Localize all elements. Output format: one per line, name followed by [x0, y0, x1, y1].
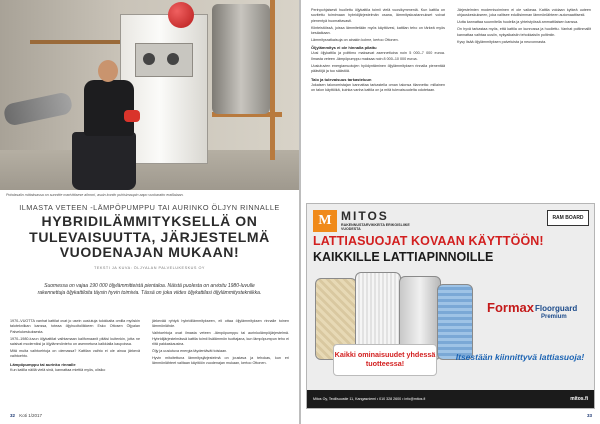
- body-column-3: [311, 8, 445, 180]
- page-number: 32: [10, 413, 16, 418]
- body-column-4: [457, 8, 591, 180]
- left-page: [0, 0, 299, 424]
- mitos-advertisement[interactable]: [306, 203, 595, 409]
- body-paragraph: On hyvä tarkastaa myös, että kattila on kunnossa ja huollettu. Vanhat poltinmallit kannattaa vaihtaa uusiin, nykyaikaisiin tehokkaisiin poltimiin.: [457, 27, 591, 37]
- ad-headline-1: LATTIASUOJAT KOVAAN KÄYTTÖÖN!: [313, 234, 544, 248]
- body-paragraph: Uusiutuvien energiamuotojen hyödyntäminen öljylämmityksen rinnalla pienentää päästöjä ja tuo säästöä.: [311, 63, 445, 74]
- body-paragraph: Vaihtoehtoja ovat ilmasta veteen -lämpöpumppu tai aurinkolämpöjärjestelmä. Hybridijärjestelmässä kattila toimii lisälämmön tuottajana, kun lämpöpumpun teho ei riitä pakkaskausina.: [152, 331, 289, 347]
- magazine-name: Koti 1/2017: [19, 413, 43, 418]
- formax-label: Formax: [487, 300, 534, 315]
- article-headline: HYBRIDILÄMMITYKSELLÄ ON TULEVAISUUTTA, JÄRJESTELMÄ VUODENAJAN MUKAAN!: [29, 213, 270, 260]
- left-folio: [10, 413, 42, 418]
- body-paragraph: Uutta kannattaa suunnitella huolella ja yhteistyössä ammattilaisen kanssa.: [457, 20, 579, 25]
- right-page: [301, 0, 600, 424]
- body-column-2: [152, 319, 289, 411]
- body-paragraph: 1970–VUOTTA vanhat kattilat ovat jo usein uusiutuja tulokkaita omilla myöskin talotekniikan kanssa, toteaa öljyhuoltoliikkeen Esko Ottosen Öljyalan Palvelukeskuksesta.: [10, 319, 140, 334]
- ad-feature-bubble: Kaikki ominaisuudet yhdessä tuotteessa!: [333, 344, 437, 376]
- section-heading: Öljylämmitys ei ole hinnalla pilattu: [311, 45, 377, 51]
- technician-figure: [58, 60, 150, 190]
- body-paragraph: 1970–1980-luvun öljykattilat vaihtamaan kalifornaanit pitäisi kuitenkin, jotta ne saisivat moderniksi ja öljylämmönteho on asennetuna kaikkialla kaupoissa.: [10, 336, 140, 347]
- body-paragraph: Kiinteistöissä, joissa lämmitetään myös käyttövesi, kattilan teho on tärkeä myös kesäaikaan.: [311, 25, 445, 36]
- body-paragraph: Kysy lisää öljylämmityksen palveluista ja neuvonnasta.: [457, 39, 547, 44]
- body-paragraph: Kun katilla näillä vielä sinä, kannattaa miettiä myös, olisiko: [10, 367, 106, 372]
- section-heading: Talo ja tulevaisuus tarkasteluun: [311, 76, 372, 82]
- body-paragraph: Mitä muita vaihtoehtoja on olemassa? Kattilan vaihto ei ole ainoa järkevä vaihtoehto.: [10, 349, 140, 359]
- body-paragraph: Hyvin mitoitettuna lämmitysjärjestelmä on joustava ja tehokas, kun eri lämmönlähteet valitaan käyttöön vuodenajan mukaan, kertoo Ottonen.: [152, 355, 289, 366]
- body-paragraph: Perinpohjaisesti huollettu öljykattila toimii vielä vuosikymmeniä. Kun kattila on sovitettu toimimaan hybridijärjestelmän osana, lämmityskustannukset voivat pienentyä huomattavasti.: [311, 8, 445, 23]
- photo-caption: Pohdasalin mittaksassa on sunnitte marivittisese aihroni, asuin kontin puhisimaupin aapo vuokaratto eraillaiaan.: [6, 193, 184, 197]
- formax-logo: [483, 300, 587, 322]
- body-paragraph: Jokaisen talonomistajan kannattaa tarkastella oman talonsa tilannetta: millainen on talon käyttöikä, kuinka vanha kattila on ja mitä tulevaisuudelta odotetaan.: [311, 82, 445, 92]
- body-paragraph: Uusi öljykattila ja polttimo maksavat asennettuina noin 5 000–7 000 euroa. Ilmasta veteen -lämpöpumppu maksaa noin 8 000–10 000 euroa.: [311, 51, 445, 61]
- body-paragraph: Lämmitysratkaisuja on ainakin kolme, kertoo Ottonen.: [311, 38, 399, 43]
- ram-board-logo: RAM BOARD: [547, 210, 589, 226]
- body-paragraph: järkevää ryhtyä hybridilämmitykseen, eli ottaa öljylämmityksen rinnalle toinen lämmönlähde.: [152, 319, 289, 329]
- ad-brand-sub: RAKENNUSTARVIKKEITA ERIKOISLIIKE VUODESTA: [341, 223, 410, 232]
- article-byline: TEKSTI JA KUVA: ÖLJYALAN PALVELUKESKUS OY: [94, 266, 205, 270]
- ad-headline-2: KAIKKILLE LATTIAPINNOILLE: [313, 250, 494, 264]
- article-kicker: ILMASTA VETEEN -LÄMPÖPUMPPU TAI AURINKO ÖLJYN RINNALLE: [19, 203, 280, 212]
- ad-tagline: Itsestään kiinnittyvä lattiasuoja!: [455, 352, 585, 362]
- water-tank: [212, 4, 270, 114]
- expansion-vessel: [168, 2, 194, 28]
- article-ingress: Suomessa on vajaa 190 000 öljylämmitteistä pientaloa. Näistä puolesta on arvioitu 1980-luvulle rakennettuja öljykattiloita täysin hyvin toimivia. Tässä on joka viides öljykattilasi öljylämmitystekniikka.: [37, 283, 262, 296]
- article-photo: [0, 0, 299, 190]
- floorguard-label: Floorguard: [535, 304, 578, 313]
- ad-website-link[interactable]: mitos.fi: [570, 396, 588, 402]
- section-heading: Lämpöpumppu tai aurinko rinnalle: [10, 361, 76, 367]
- body-column-1: [10, 319, 140, 411]
- ad-contact-bar: Mitos Oy, Teollisuustie 11, Kangasniemi • 010 328 2600 • info@mitos.fi: [307, 390, 595, 408]
- body-paragraph: Järjestelmien modernisoiminen ei ole vaikeaa. Kattila voidaan kytkeä uuteen ohjauskeskukseen, joka valitsee edullisimman lämmönlähteen automaattisesti.: [457, 8, 591, 18]
- premium-label: Premium: [541, 314, 567, 320]
- mitos-logo-icon: M: [313, 210, 337, 232]
- body-paragraph: Öljy ja uusiutuva energia täydentävät toisiaan.: [152, 349, 228, 354]
- right-folio: 33: [586, 413, 592, 418]
- ad-brand: MITOS: [341, 209, 389, 223]
